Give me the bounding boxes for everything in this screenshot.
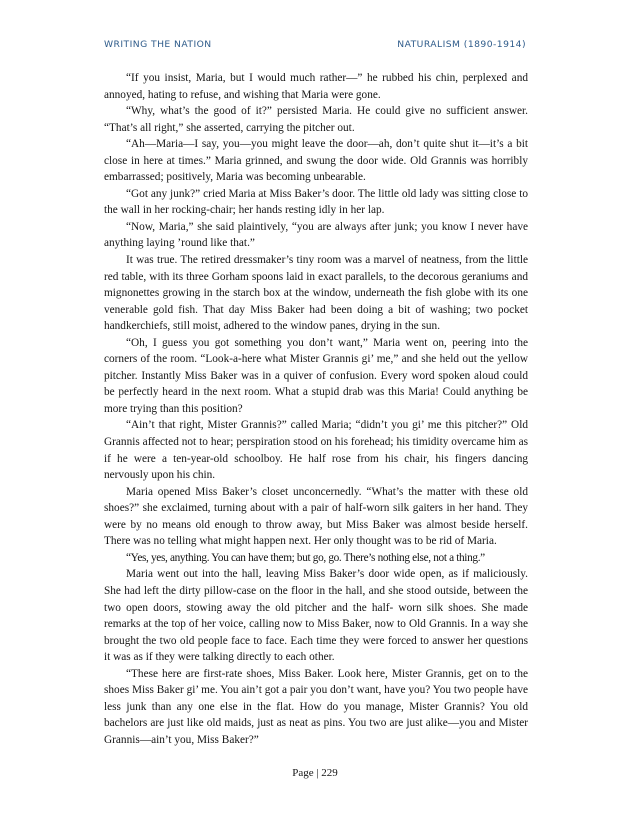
paragraph: “If you insist, Maria, but I would much rather—” he rubbed his chin, perplexed and annoyed, hating to refuse, and wishing that Maria were gone. <box>104 72 528 101</box>
paragraph: It was true. The retired dressmaker’s tiny room was a marvel of neatness, from the little red table, with its three Gorham spoons laid in exact parallels, to the decorous geraniums and mignonettes growing in the starch box at the window, underneath the fish globe with its one venerable gold fish. That day Miss Baker had been doing a bit of washing; two pocket handkerchiefs, still moist, adhered to the window panes, drying in the sun. <box>104 254 528 333</box>
running-header <box>104 39 526 50</box>
header-right-title: NATURALISM (1890-1914) <box>397 39 526 50</box>
page-footer <box>0 767 630 779</box>
paragraph: Maria went out into the hall, leaving Miss Baker’s door wide open, as if maliciously. She had left the dirty pillow-case on the floor in the hall, and she stood outside, between the two open doors, stowing away the old pitcher and the half- worn silk shoes. She made remarks at the top of her voice, calling now to Miss Baker, now to Old Grannis. In a way she brought the two old people face to face. Each time they were forced to answer her questions it was as if they were talking directly to each other. <box>104 568 528 664</box>
paragraph: “Why, what’s the good of it?” persisted Maria. He could give no sufficient answer. “That’s all right,” she asserted, carrying the pitcher out. <box>104 105 528 134</box>
body-text <box>104 70 528 748</box>
paragraph: “Ah—Maria—I say, you—you might leave the door—ah, don’t quite shut it—it’s a bit close in here at times.” Maria grinned, and swung the door wide. Old Grannis was horribly embarrassed; positively, Maria was becoming unbearable. <box>104 138 528 184</box>
paragraph: Maria opened Miss Baker’s closet unconcernedly. “What’s the matter with these old shoes?” she exclaimed, turning about with a pair of half-worn silk gaiters in her hand. They were by no means old enough to throw away, but Miss Baker was almost beside herself. There was no telling what might happen next. Her only thought was to be rid of Maria. <box>104 485 528 548</box>
paragraph: “Now, Maria,” she said plaintively, “you are always after junk; you know I never have anything laying ’round like that.” <box>104 220 528 250</box>
paragraph: “Ain’t that right, Mister Grannis?” called Maria; “didn’t you gi’ me this pitcher?” Old Grannis affected not to hear; perspiration stood on his forehead; his timidity overcame him as if he were a ten-year-old schoolboy. He half rose from his chair, his fingers dancing nervously upon his chin. <box>104 419 528 482</box>
header-left-title: WRITING THE NATION <box>104 39 212 50</box>
paragraph: “These here are first-rate shoes, Miss Baker. Look here, Mister Grannis, get on to the shoes Miss Baker gi’ me. You ain’t got a pair you don’t want, have you? You two people have less junk than any one else in the flat. How do you manage, Mister Grannis? You old bachelors are just like old maids, just as neat as pins. You two are just alike—you and Mister Grannis—ain’t you, Miss Baker?” <box>104 667 528 746</box>
paragraph: “Oh, I guess you got something you don’t want,” Maria went on, peering into the corners of the room. “Look-a-here what Mister Grannis gi’ me,” and she held out the yellow pitcher. Instantly Miss Baker was in a quiver of confusion. Every word spoken aloud could be perfectly heard in the next room. What a stupid drab was this Maria! Could anything be more trying than this position? <box>104 336 528 415</box>
paragraph: “Yes, yes, anything. You can have them; but go, go. There’s nothing else, not a thing.” <box>126 551 485 564</box>
page-number: Page | 229 <box>292 767 338 779</box>
paragraph: “Got any junk?” cried Maria at Miss Baker’s door. The little old lady was sitting close to the wall in her rocking-chair; her hands resting idly in her lap. <box>104 187 528 217</box>
